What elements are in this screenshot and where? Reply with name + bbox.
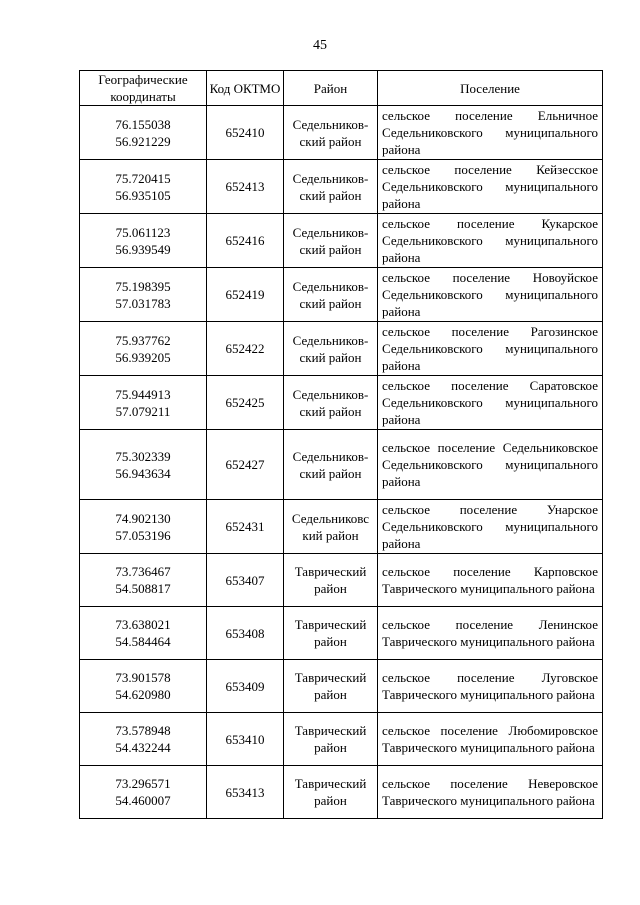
coordinates-cell [80, 607, 207, 660]
oktmo-code-cell: 653409 [207, 660, 284, 713]
table-row [80, 430, 603, 500]
table-header [80, 71, 603, 106]
settlement-cell: сельское поселение Ленинское Таврического муниципального района [378, 607, 603, 660]
table-row [80, 106, 603, 160]
settlement-cell: сельское поселение Кейзесское Седельниковского муниципального района [378, 160, 603, 214]
latitude-value: 54.432244 [115, 740, 171, 755]
latitude-value: 57.053196 [115, 527, 171, 543]
oktmo-code-cell: 652419 [207, 268, 284, 322]
longitude-value: 75.937762 [115, 332, 171, 348]
coordinates-cell [80, 766, 207, 819]
settlement-cell: сельское поселение Луговское Таврического муниципального района [378, 660, 603, 713]
latitude-value: 54.508817 [115, 581, 171, 596]
longitude-value: 75.061123 [115, 224, 171, 240]
district-cell: Седельников-ский район [284, 430, 378, 500]
coordinates-cell [80, 554, 207, 607]
coordinates-cell [80, 106, 207, 160]
district-cell: Седельниковс кий район [284, 500, 378, 554]
longitude-value: 75.198395 [115, 278, 171, 294]
settlement-cell: сельское поселение Унарское Седельниковского муниципального района [378, 500, 603, 554]
district-cell: Седельников-ский район [284, 106, 378, 160]
header-oktmo-code: Код ОКТМО [207, 71, 284, 106]
longitude-value: 73.638021 [115, 617, 171, 632]
longitude-value: 74.902130 [115, 510, 171, 526]
district-cell: Таврический район [284, 766, 378, 819]
oktmo-code-cell: 652413 [207, 160, 284, 214]
district-cell: Седельников-ский район [284, 214, 378, 268]
coordinates-cell [80, 376, 207, 430]
oktmo-code-cell: 652425 [207, 376, 284, 430]
settlement-cell: сельское поселение Ельничное Седельниковского муниципального района [378, 106, 603, 160]
settlement-cell: сельское поселение Саратовское Седельниковского муниципального района [378, 376, 603, 430]
latitude-value: 56.939205 [115, 349, 171, 365]
oktmo-code-cell: 653407 [207, 554, 284, 607]
page-number: 45 [313, 38, 327, 53]
district-cell: Седельников-ский район [284, 160, 378, 214]
oktmo-code-cell: 652422 [207, 322, 284, 376]
latitude-value: 56.935105 [115, 187, 171, 203]
latitude-value: 57.031783 [115, 295, 171, 311]
table-body [80, 106, 603, 819]
coordinates-cell [80, 322, 207, 376]
settlement-cell: сельское поселение Карповское Таврического муниципального района [378, 554, 603, 607]
settlement-cell: сельское поселение Рагозинское Седельниковского муниципального района [378, 322, 603, 376]
table-row [80, 554, 603, 607]
table-row [80, 322, 603, 376]
coordinates-cell [80, 713, 207, 766]
coordinates-cell [80, 500, 207, 554]
oktmo-code-cell: 652416 [207, 214, 284, 268]
district-cell: Таврический район [284, 607, 378, 660]
header-coordinates: Географические координаты [80, 71, 207, 106]
table-row [80, 268, 603, 322]
latitude-value: 54.620980 [115, 687, 171, 702]
table-row [80, 766, 603, 819]
longitude-value: 75.720415 [115, 170, 171, 186]
oktmo-code-cell: 652431 [207, 500, 284, 554]
latitude-value: 57.079211 [115, 403, 171, 419]
settlement-cell: сельское поселение Седельниковское Седельниковского муниципального района [378, 430, 603, 500]
longitude-value: 75.944913 [115, 386, 171, 402]
table-row [80, 660, 603, 713]
longitude-value: 73.736467 [115, 564, 171, 579]
oktmo-code-cell: 652427 [207, 430, 284, 500]
district-cell: Таврический район [284, 554, 378, 607]
settlement-cell: сельское поселение Новоуйское Седельниковского муниципального района [378, 268, 603, 322]
table-row [80, 160, 603, 214]
coordinates-cell [80, 268, 207, 322]
latitude-value: 56.943634 [115, 465, 171, 481]
coordinates-cell [80, 160, 207, 214]
settlement-cell: сельское поселение Неверовское Таврического муниципального района [378, 766, 603, 819]
oktmo-code-cell: 653410 [207, 713, 284, 766]
header-district: Район [284, 71, 378, 106]
settlements-table [79, 70, 603, 819]
coordinates-cell [80, 430, 207, 500]
longitude-value: 73.578948 [115, 723, 171, 738]
latitude-value: 54.584464 [115, 634, 171, 649]
oktmo-code-cell: 653408 [207, 607, 284, 660]
table-row [80, 214, 603, 268]
settlement-cell: сельское поселение Кукарское Седельниковского муниципального района [378, 214, 603, 268]
coordinates-cell [80, 660, 207, 713]
table-row [80, 500, 603, 554]
table-row [80, 713, 603, 766]
table-row [80, 607, 603, 660]
district-cell: Седельников-ский район [284, 268, 378, 322]
latitude-value: 56.939549 [115, 241, 171, 257]
district-cell: Таврический район [284, 660, 378, 713]
coordinates-cell [80, 214, 207, 268]
district-cell: Седельников-ский район [284, 322, 378, 376]
district-cell: Седельников-ский район [284, 376, 378, 430]
longitude-value: 73.901578 [115, 670, 171, 685]
district-cell: Таврический район [284, 713, 378, 766]
longitude-value: 75.302339 [115, 448, 171, 464]
latitude-value: 56.921229 [115, 133, 171, 149]
longitude-value: 76.155038 [115, 116, 171, 132]
longitude-value: 73.296571 [115, 776, 171, 791]
header-settlement: Поселение [378, 71, 603, 106]
oktmo-code-cell: 652410 [207, 106, 284, 160]
latitude-value: 54.460007 [115, 793, 171, 808]
oktmo-code-cell: 653413 [207, 766, 284, 819]
settlement-cell: сельское поселение Любомировское Таврического муниципального района [378, 713, 603, 766]
header-row [80, 71, 603, 106]
table-row [80, 376, 603, 430]
